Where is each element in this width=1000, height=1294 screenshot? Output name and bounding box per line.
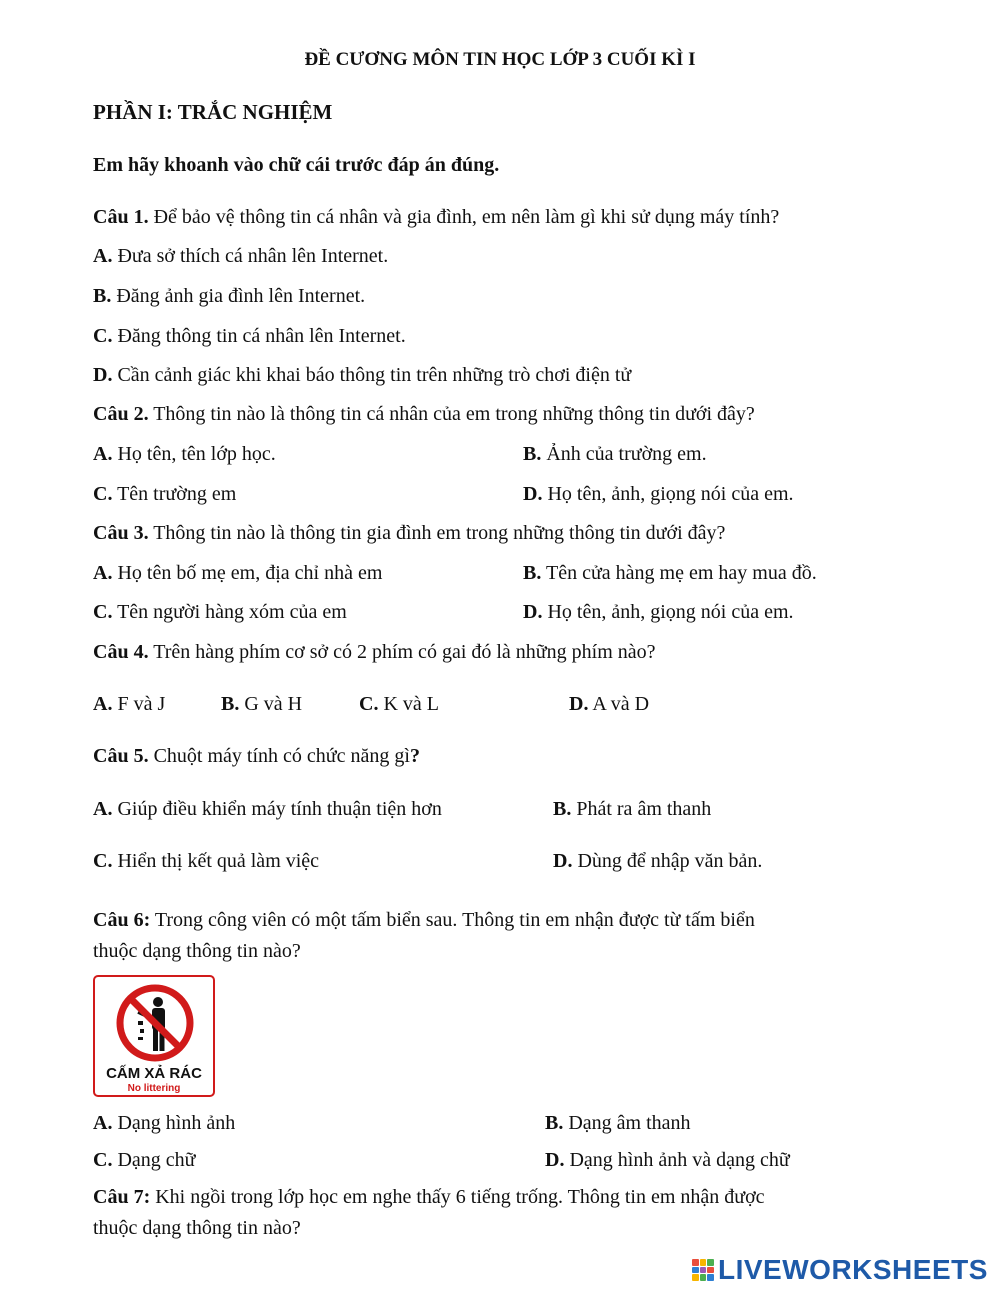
option-letter: D. — [569, 693, 589, 715]
q2-option-c[interactable] — [93, 481, 236, 507]
question-3-label: Câu 3. — [93, 522, 149, 544]
question-1-text: Để bảo vệ thông tin cá nhân và gia đình, em nên làm gì khi sử dụng máy tính? — [148, 206, 780, 228]
sign-sub-text: No littering — [127, 1083, 181, 1094]
option-letter: A. — [93, 245, 113, 267]
option-letter: D. — [523, 483, 543, 505]
option-letter: C. — [93, 483, 113, 505]
question-1-label: Câu 1. — [93, 206, 149, 228]
option-text: Dạng hình ảnh — [112, 1112, 236, 1134]
question-7-text: Khi ngồi trong lớp học em nghe thấy 6 tiếng trống. Thông tin em nhận được — [150, 1186, 765, 1208]
option-letter: C. — [359, 693, 379, 715]
q6-option-d[interactable] — [545, 1147, 790, 1173]
option-text: G và H — [239, 693, 303, 715]
page-title: ĐỀ CƯƠNG MÔN TIN HỌC LỚP 3 CUỐI KÌ I — [304, 49, 696, 70]
question-6-text-cont: thuộc dạng thông tin nào? — [93, 940, 301, 962]
sign-main-text: CẤM XẢ RÁC — [106, 1065, 202, 1082]
question-3 — [93, 520, 725, 546]
option-text: Cần cảnh giác khi khai báo thông tin trên những trò chơi điện tử — [112, 364, 632, 386]
option-letter: B. — [221, 693, 240, 715]
question-1 — [93, 204, 779, 230]
option-text: Họ tên, ảnh, giọng nói của em. — [542, 601, 794, 623]
option-letter: A. — [93, 562, 113, 584]
q1-option-a[interactable] — [93, 243, 388, 269]
option-text: Đăng ảnh gia đình lên Internet. — [111, 285, 366, 307]
liveworksheets-logo[interactable] — [692, 1255, 988, 1285]
option-text: Ảnh của trường em. — [541, 443, 707, 465]
question-4-text: Trên hàng phím cơ sở có 2 phím có gai đó là những phím nào? — [148, 641, 656, 663]
q6-option-a[interactable] — [93, 1110, 235, 1136]
question-2 — [93, 401, 755, 427]
q6-option-b[interactable] — [545, 1110, 691, 1136]
option-letter: B. — [93, 285, 112, 307]
logo-blocks-icon — [692, 1259, 714, 1281]
option-letter: D. — [545, 1149, 565, 1171]
q3-option-a[interactable] — [93, 560, 382, 586]
option-text: Hiển thị kết quả làm việc — [112, 850, 320, 872]
option-text: F và J — [112, 693, 166, 715]
no-littering-sign — [93, 975, 215, 1097]
option-text: Dạng chữ — [112, 1149, 196, 1171]
option-letter: B. — [545, 1112, 564, 1134]
q2-option-b[interactable] — [523, 441, 707, 467]
no-littering-icon — [95, 977, 213, 1067]
question-7-text-cont: thuộc dạng thông tin nào? — [93, 1217, 301, 1239]
option-text: Giúp điều khiển máy tính thuận tiện hơn — [112, 798, 442, 820]
q3-option-d[interactable] — [523, 599, 794, 625]
question-5-text: Chuột máy tính có chức năng gì — [148, 745, 410, 767]
q6-option-c[interactable] — [93, 1147, 196, 1173]
question-6-label: Câu 6: — [93, 909, 151, 931]
option-text: Đăng thông tin cá nhân lên Internet. — [112, 325, 406, 347]
section-heading: PHẦN I: TRẮC NGHIỆM — [93, 100, 333, 124]
question-4-label: Câu 4. — [93, 641, 149, 663]
option-letter: C. — [93, 325, 113, 347]
option-text: Phát ra âm thanh — [571, 798, 712, 820]
q2-option-a[interactable] — [93, 441, 276, 467]
option-text: Tên cửa hàng mẹ em hay mua đồ. — [541, 562, 817, 584]
option-text: Dạng âm thanh — [563, 1112, 691, 1134]
q1-option-b[interactable] — [93, 283, 365, 309]
question-7-label: Câu 7: — [93, 1186, 151, 1208]
q4-option-c[interactable] — [359, 691, 439, 717]
question-2-text: Thông tin nào là thông tin cá nhân của em trong những thông tin dưới đây? — [148, 403, 755, 425]
option-text: K và L — [378, 693, 439, 715]
question-6 — [93, 907, 755, 933]
option-letter: A. — [93, 443, 113, 465]
option-text: A và D — [588, 693, 650, 715]
option-letter: B. — [523, 443, 542, 465]
option-letter: B. — [523, 562, 542, 584]
option-text: Tên trường em — [112, 483, 237, 505]
option-text: Họ tên, ảnh, giọng nói của em. — [542, 483, 794, 505]
option-text: Dùng để nhập văn bản. — [572, 850, 763, 872]
logo-text: LIVEWORKSHEETS — [718, 1254, 988, 1285]
option-text: Tên người hàng xóm của em — [112, 601, 347, 623]
q1-option-d[interactable] — [93, 362, 631, 388]
question-3-text: Thông tin nào là thông tin gia đình em trong những thông tin dưới đây? — [148, 522, 726, 544]
option-letter: B. — [553, 798, 572, 820]
option-letter: D. — [523, 601, 543, 623]
option-letter: A. — [93, 798, 113, 820]
q5-option-c[interactable] — [93, 848, 319, 874]
q4-option-b[interactable] — [221, 691, 302, 717]
question-7 — [93, 1184, 765, 1210]
q1-option-c[interactable] — [93, 323, 406, 349]
option-letter: A. — [93, 1112, 113, 1134]
option-letter: A. — [93, 693, 113, 715]
question-4 — [93, 639, 656, 665]
q4-option-a[interactable] — [93, 691, 165, 717]
option-text: Họ tên, tên lớp học. — [112, 443, 276, 465]
q5-option-a[interactable] — [93, 796, 442, 822]
option-text: Họ tên bố mẹ em, địa chỉ nhà em — [112, 562, 383, 584]
q5-option-b[interactable] — [553, 796, 711, 822]
question-6-text: Trong công viên có một tấm biển sau. Thông tin em nhận được từ tấm biển — [150, 909, 755, 931]
option-letter: D. — [553, 850, 573, 872]
option-letter: C. — [93, 850, 113, 872]
option-letter: D. — [93, 364, 113, 386]
question-2-label: Câu 2. — [93, 403, 149, 425]
option-text: Dạng hình ảnh và dạng chữ — [564, 1149, 790, 1171]
option-text: Đưa sở thích cá nhân lên Internet. — [112, 245, 389, 267]
option-letter: C. — [93, 601, 113, 623]
question-5 — [93, 743, 420, 769]
question-5-mark: ? — [409, 745, 420, 767]
q4-option-d[interactable] — [569, 691, 649, 717]
q2-option-d[interactable] — [523, 481, 794, 507]
option-letter: C. — [93, 1149, 113, 1171]
q5-option-d[interactable] — [553, 848, 762, 874]
instruction: Em hãy khoanh vào chữ cái trước đáp án đúng. — [93, 154, 500, 176]
q3-option-b[interactable] — [523, 560, 817, 586]
question-5-label: Câu 5. — [93, 745, 149, 767]
q3-option-c[interactable] — [93, 599, 347, 625]
